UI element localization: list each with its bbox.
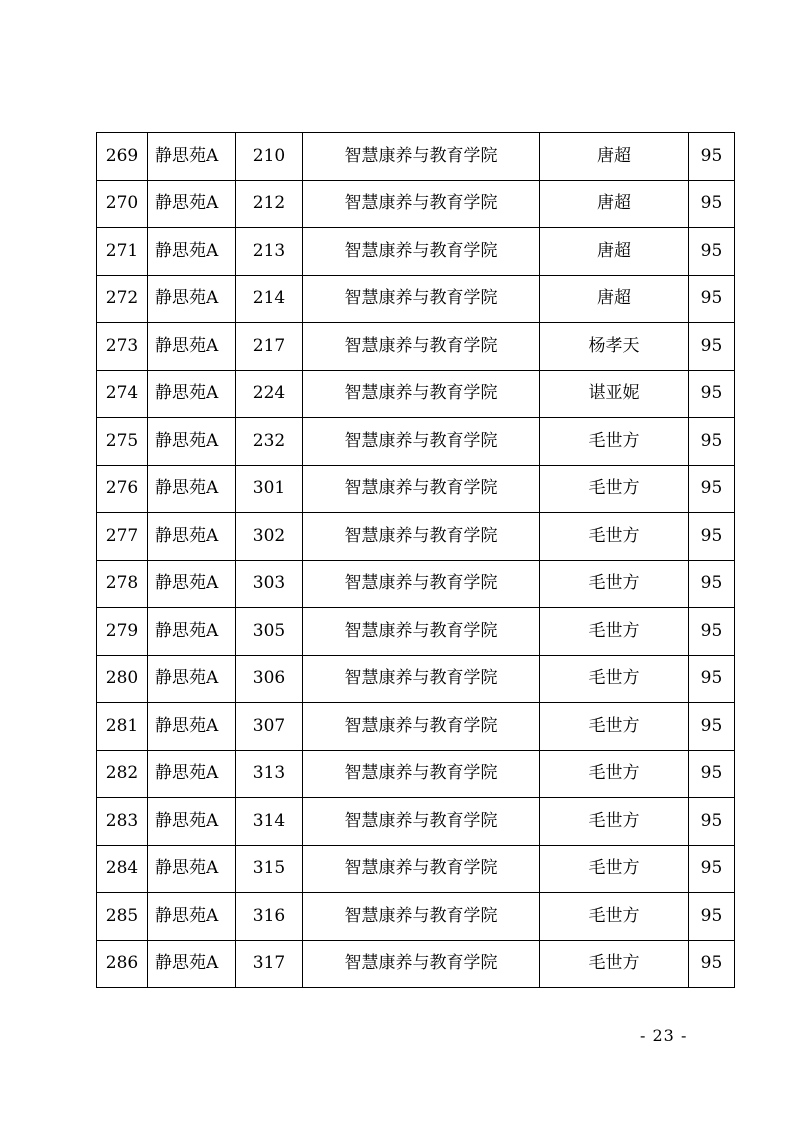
- building-cell: 静思苑A: [148, 655, 236, 703]
- instructor-cell: 唐超: [540, 228, 689, 276]
- instructor-cell: 毛世方: [540, 703, 689, 751]
- room-number-cell: 306: [236, 655, 303, 703]
- table-row: [97, 845, 735, 893]
- sequence-number-cell: 274: [97, 370, 148, 418]
- room-number-cell: 302: [236, 513, 303, 561]
- instructor-cell: 毛世方: [540, 798, 689, 846]
- score-cell: 95: [689, 560, 735, 608]
- instructor-cell: 唐超: [540, 275, 689, 323]
- college-cell: 智慧康养与教育学院: [303, 275, 540, 323]
- building-cell: 静思苑A: [148, 513, 236, 561]
- score-cell: 95: [689, 798, 735, 846]
- score-cell: 95: [689, 750, 735, 798]
- table-row: [97, 275, 735, 323]
- table-row: [97, 798, 735, 846]
- room-number-cell: 210: [236, 133, 303, 181]
- sequence-number-cell: 278: [97, 560, 148, 608]
- college-cell: 智慧康养与教育学院: [303, 513, 540, 561]
- instructor-cell: 毛世方: [540, 418, 689, 466]
- table-row: [97, 370, 735, 418]
- building-cell: 静思苑A: [148, 133, 236, 181]
- score-cell: 95: [689, 893, 735, 941]
- instructor-cell: 唐超: [540, 180, 689, 228]
- building-cell: 静思苑A: [148, 703, 236, 751]
- college-cell: 智慧康养与教育学院: [303, 560, 540, 608]
- building-cell: 静思苑A: [148, 228, 236, 276]
- building-cell: 静思苑A: [148, 560, 236, 608]
- instructor-cell: 毛世方: [540, 750, 689, 798]
- room-number-cell: 301: [236, 465, 303, 513]
- table-row: [97, 133, 735, 181]
- room-number-cell: 315: [236, 845, 303, 893]
- college-cell: 智慧康养与教育学院: [303, 750, 540, 798]
- instructor-cell: 毛世方: [540, 465, 689, 513]
- score-cell: 95: [689, 845, 735, 893]
- instructor-cell: 毛世方: [540, 513, 689, 561]
- sequence-number-cell: 275: [97, 418, 148, 466]
- score-cell: 95: [689, 655, 735, 703]
- room-number-cell: 305: [236, 608, 303, 656]
- table-row: [97, 750, 735, 798]
- score-cell: 95: [689, 940, 735, 988]
- sequence-number-cell: 272: [97, 275, 148, 323]
- building-cell: 静思苑A: [148, 798, 236, 846]
- room-number-cell: 314: [236, 798, 303, 846]
- instructor-cell: 唐超: [540, 133, 689, 181]
- room-number-cell: 224: [236, 370, 303, 418]
- score-cell: 95: [689, 323, 735, 371]
- dormitory-score-table: [96, 132, 735, 988]
- college-cell: 智慧康养与教育学院: [303, 180, 540, 228]
- building-cell: 静思苑A: [148, 750, 236, 798]
- score-cell: 95: [689, 275, 735, 323]
- college-cell: 智慧康养与教育学院: [303, 418, 540, 466]
- instructor-cell: 毛世方: [540, 560, 689, 608]
- score-cell: 95: [689, 703, 735, 751]
- sequence-number-cell: 276: [97, 465, 148, 513]
- room-number-cell: 217: [236, 323, 303, 371]
- college-cell: 智慧康养与教育学院: [303, 703, 540, 751]
- building-cell: 静思苑A: [148, 275, 236, 323]
- room-number-cell: 232: [236, 418, 303, 466]
- table-row: [97, 465, 735, 513]
- college-cell: 智慧康养与教育学院: [303, 323, 540, 371]
- score-cell: 95: [689, 608, 735, 656]
- building-cell: 静思苑A: [148, 370, 236, 418]
- instructor-cell: 杨孝天: [540, 323, 689, 371]
- instructor-cell: 毛世方: [540, 940, 689, 988]
- page-number: - 23 -: [640, 1026, 688, 1045]
- score-cell: 95: [689, 418, 735, 466]
- building-cell: 静思苑A: [148, 465, 236, 513]
- college-cell: 智慧康养与教育学院: [303, 133, 540, 181]
- room-number-cell: 307: [236, 703, 303, 751]
- college-cell: 智慧康养与教育学院: [303, 893, 540, 941]
- score-cell: 95: [689, 228, 735, 276]
- table-row: [97, 893, 735, 941]
- score-cell: 95: [689, 180, 735, 228]
- room-number-cell: 303: [236, 560, 303, 608]
- sequence-number-cell: 271: [97, 228, 148, 276]
- room-number-cell: 313: [236, 750, 303, 798]
- instructor-cell: 毛世方: [540, 845, 689, 893]
- table-row: [97, 513, 735, 561]
- room-number-cell: 214: [236, 275, 303, 323]
- building-cell: 静思苑A: [148, 940, 236, 988]
- table-row: [97, 228, 735, 276]
- table-body: [97, 133, 735, 988]
- instructor-cell: 毛世方: [540, 893, 689, 941]
- sequence-number-cell: 283: [97, 798, 148, 846]
- instructor-cell: 毛世方: [540, 608, 689, 656]
- sequence-number-cell: 285: [97, 893, 148, 941]
- table-row: [97, 418, 735, 466]
- sequence-number-cell: 277: [97, 513, 148, 561]
- college-cell: 智慧康养与教育学院: [303, 940, 540, 988]
- college-cell: 智慧康养与教育学院: [303, 608, 540, 656]
- room-number-cell: 316: [236, 893, 303, 941]
- college-cell: 智慧康养与教育学院: [303, 228, 540, 276]
- building-cell: 静思苑A: [148, 418, 236, 466]
- sequence-number-cell: 279: [97, 608, 148, 656]
- table-row: [97, 608, 735, 656]
- building-cell: 静思苑A: [148, 180, 236, 228]
- room-number-cell: 317: [236, 940, 303, 988]
- college-cell: 智慧康养与教育学院: [303, 798, 540, 846]
- college-cell: 智慧康养与教育学院: [303, 370, 540, 418]
- score-cell: 95: [689, 513, 735, 561]
- sequence-number-cell: 282: [97, 750, 148, 798]
- building-cell: 静思苑A: [148, 608, 236, 656]
- table-row: [97, 703, 735, 751]
- score-cell: 95: [689, 465, 735, 513]
- college-cell: 智慧康养与教育学院: [303, 465, 540, 513]
- sequence-number-cell: 281: [97, 703, 148, 751]
- college-cell: 智慧康养与教育学院: [303, 655, 540, 703]
- room-number-cell: 213: [236, 228, 303, 276]
- sequence-number-cell: 270: [97, 180, 148, 228]
- sequence-number-cell: 280: [97, 655, 148, 703]
- room-number-cell: 212: [236, 180, 303, 228]
- building-cell: 静思苑A: [148, 893, 236, 941]
- sequence-number-cell: 286: [97, 940, 148, 988]
- building-cell: 静思苑A: [148, 845, 236, 893]
- sequence-number-cell: 284: [97, 845, 148, 893]
- instructor-cell: 毛世方: [540, 655, 689, 703]
- table-row: [97, 323, 735, 371]
- sequence-number-cell: 269: [97, 133, 148, 181]
- building-cell: 静思苑A: [148, 323, 236, 371]
- table-row: [97, 560, 735, 608]
- sequence-number-cell: 273: [97, 323, 148, 371]
- table-row: [97, 655, 735, 703]
- table-row: [97, 940, 735, 988]
- college-cell: 智慧康养与教育学院: [303, 845, 540, 893]
- score-cell: 95: [689, 133, 735, 181]
- table-row: [97, 180, 735, 228]
- score-cell: 95: [689, 370, 735, 418]
- instructor-cell: 谌亚妮: [540, 370, 689, 418]
